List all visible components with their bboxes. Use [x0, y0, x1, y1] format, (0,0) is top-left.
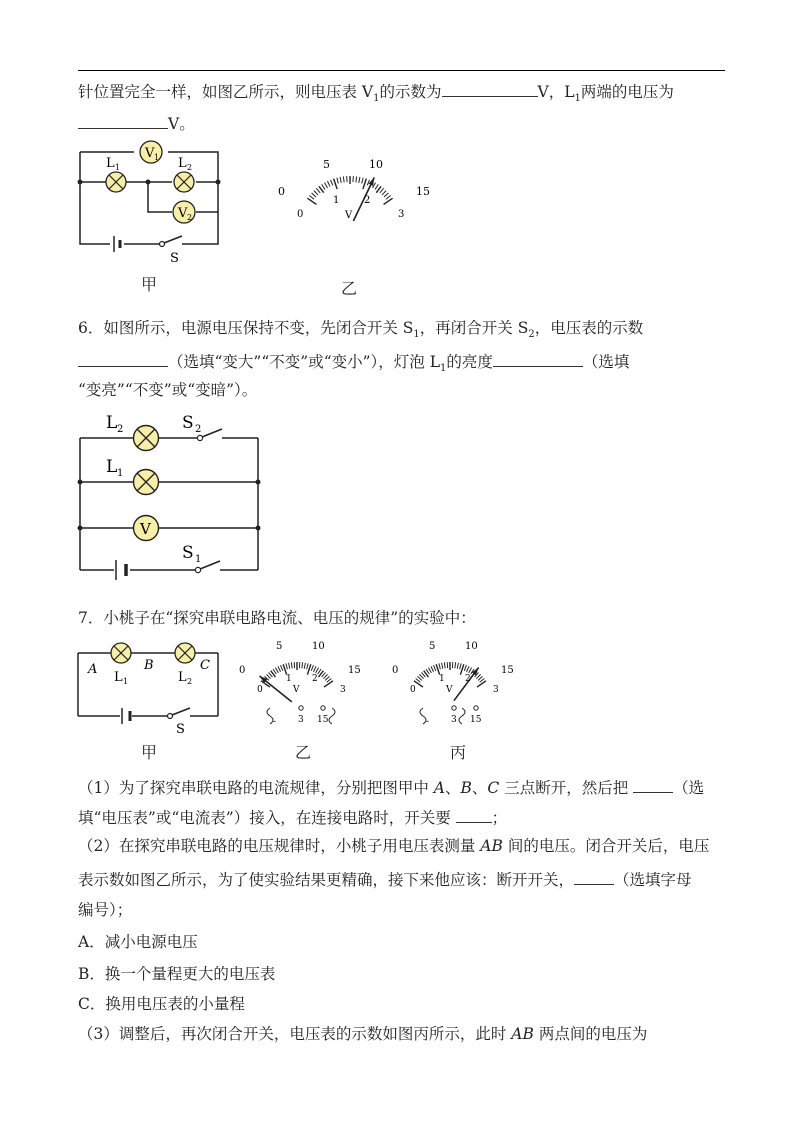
scale-tick [419, 674, 423, 678]
q7-option-c[interactable] [78, 994, 245, 1014]
q5-text: 两端的电压为 [580, 83, 674, 101]
tick-label-5: 5 [276, 641, 283, 652]
q7-text: 编号）； [78, 901, 133, 919]
switch-icon [160, 242, 165, 247]
unit-v-label: V [446, 685, 453, 695]
l2-sub: 2 [117, 424, 124, 435]
scale-tick [442, 663, 443, 669]
q7-title [78, 608, 476, 628]
scale-tick [460, 663, 462, 669]
l1-label: L [106, 156, 115, 171]
option-a-text: A．减小电源电压 [78, 933, 198, 951]
point-c-label: C [200, 658, 210, 673]
q6-line-2 [78, 350, 629, 379]
answer-blank[interactable] [442, 80, 538, 97]
scale-tick [275, 668, 278, 673]
scale-tick [302, 662, 303, 668]
tick-label-b0: 0 [297, 209, 304, 220]
l2-label: L [106, 413, 118, 433]
scale-tick [307, 198, 316, 204]
q5-line-1 [78, 80, 674, 109]
q7-text: 间的电压。闭合开关后，电压 [502, 837, 710, 855]
q7-text: （3）调整后，再次闭合开关，电压表的示数如图丙所示，此时 [78, 1025, 512, 1043]
tick-label-b2: 2 [312, 674, 318, 684]
l2-sub: 2 [187, 163, 193, 172]
tick-label-b0: 0 [410, 685, 416, 695]
q7-p3 [78, 836, 709, 856]
q7-p4 [78, 868, 692, 890]
q7-meter-yi [232, 636, 367, 726]
scale-tick [311, 665, 313, 671]
tick-label-15: 15 [416, 185, 430, 198]
wire-icon [459, 708, 465, 724]
q6-circuit-diagram [70, 410, 270, 585]
option-c-text: C．换用电压表的小量程 [78, 995, 245, 1013]
top-rule [78, 70, 725, 71]
q7-text: 表示数如图乙所示，为了使实验结果更精确，接下来他应该：断开开关， [78, 871, 575, 889]
needle-tip [369, 178, 375, 186]
scale-tick [439, 663, 441, 669]
scale-tick [367, 180, 369, 186]
q7-circuit-diagram [70, 636, 230, 736]
point-c: C [487, 779, 500, 797]
point-a: A [433, 779, 445, 797]
scale-tick [324, 681, 333, 687]
scale-tick [380, 188, 384, 193]
terminal-3-label: 3 [298, 715, 304, 725]
scale-tick [340, 177, 341, 183]
q6-line-3 [78, 380, 257, 400]
tick-label-b2: 2 [465, 674, 471, 684]
q5-text: 针位置完全一样，如图乙所示，则电压表 V [78, 83, 374, 101]
scale-tick [307, 663, 309, 669]
subscript: 1 [373, 93, 380, 105]
switch-s2-icon [197, 435, 202, 440]
point-b: B [460, 779, 472, 797]
q7-text: 三点断开，然后把 [499, 779, 629, 797]
l1-sub: 1 [115, 163, 121, 172]
tick-label-10: 10 [465, 641, 478, 652]
scale-tick [434, 665, 436, 671]
answer-blank[interactable] [78, 112, 168, 129]
q7-text: 、 [445, 779, 461, 797]
scale-tick [313, 666, 316, 671]
caption-jia: 甲 [141, 275, 158, 294]
caption-yi: 乙 [295, 743, 312, 762]
tick-label-10: 10 [312, 641, 325, 652]
tick-label-15: 15 [501, 665, 514, 676]
scale-tick [309, 196, 314, 200]
scale-tick [266, 674, 270, 678]
scale-tick [325, 183, 328, 188]
scale-tick [384, 193, 388, 197]
q6-text: “变亮”“不变”或“变暗”）。 [78, 381, 258, 399]
scale-tick [278, 666, 281, 671]
answer-blank[interactable] [456, 806, 492, 823]
tick-label-10: 10 [369, 158, 383, 171]
l2-label: L [178, 156, 187, 171]
s1-sub: 1 [195, 554, 202, 565]
q7-p5 [78, 900, 132, 920]
scale-tick [312, 193, 316, 197]
q7-text: 两点间的电压为 [533, 1025, 648, 1043]
q5-line-2 [78, 112, 195, 134]
tick-label-b1: 1 [439, 674, 445, 684]
answer-blank[interactable] [493, 350, 583, 367]
l1-label: L [106, 457, 118, 477]
scale-tick [304, 663, 305, 669]
scale-tick [386, 196, 391, 200]
q7-p1 [78, 776, 704, 798]
q5-text: 的示数为 [379, 83, 442, 101]
scale-tick [359, 177, 360, 183]
wire-icon [329, 708, 335, 724]
q7-p6 [78, 1024, 647, 1044]
scale-tick [362, 178, 364, 184]
q6-text: ，电压表的示数 [534, 319, 644, 337]
l1-sub: 1 [123, 677, 129, 686]
switch-s1-icon [195, 567, 200, 572]
scale-tick [316, 188, 320, 193]
v2-sub: 2 [187, 213, 193, 222]
point-b-label: B [144, 658, 154, 673]
q5-text: V。 [168, 115, 195, 133]
q5-meter-yi [270, 150, 435, 230]
tick-label-b3: 3 [398, 209, 405, 220]
tick-label-b1: 1 [286, 674, 292, 684]
q7-text: （2）在探究串联电路的电压规律时，小桃子用电压表测量 [78, 837, 481, 855]
tick-label-5: 5 [323, 158, 330, 171]
switch-icon [168, 714, 173, 719]
caption-jia: 甲 [141, 743, 158, 762]
scale-tick [375, 184, 378, 189]
scale-tick [314, 191, 318, 195]
q7-option-a[interactable] [78, 932, 198, 952]
q7-text: 7．小桃子在“探究串联电路电流、电压的规律”的实验中： [78, 609, 476, 627]
unit-v-label: V [345, 210, 353, 221]
terminal-minus-label: - [273, 717, 277, 726]
subscript: 1 [574, 93, 581, 105]
s1-label: S [182, 543, 194, 563]
q6-text: ，再闭合开关 S [419, 319, 529, 337]
option-b-text: B．换一个量程更大的电压表 [78, 965, 276, 983]
q6-text: 6．如图所示，电源电压保持不变，先闭合开关 S [78, 319, 414, 337]
answer-blank[interactable] [633, 776, 673, 793]
tick-label-0: 0 [392, 665, 399, 676]
terminal-minus-label: - [426, 717, 430, 726]
q7-text: 填“电压表”或“电流表”）接入，在连接电路时，开关要 [78, 809, 451, 827]
scale-tick [476, 674, 480, 678]
tick-label-0: 0 [239, 665, 246, 676]
terminal-3-label: 3 [451, 715, 457, 725]
caption-yi: 乙 [341, 279, 358, 298]
scale-tick [466, 666, 469, 671]
subscript: 1 [440, 363, 447, 375]
scale-tick [457, 663, 458, 669]
scale-tick [431, 666, 434, 671]
tick-label-b1: 1 [333, 195, 340, 206]
q7-option-b[interactable] [78, 964, 275, 984]
scale-tick [469, 668, 472, 673]
scale-tick [334, 179, 337, 189]
scale-tick [356, 176, 357, 182]
scale-tick [477, 681, 486, 687]
q7-p2 [78, 806, 507, 828]
q6-text: （选填 [582, 353, 630, 371]
subscript: 1 [413, 329, 420, 341]
tick-label-5: 5 [429, 641, 436, 652]
v1-label: V [145, 146, 155, 161]
s-label: S [176, 722, 185, 736]
segment-ab: AB [480, 837, 503, 855]
scale-tick [384, 198, 393, 204]
q7-text: ； [491, 809, 508, 827]
q6-text: 的亮度 [446, 353, 493, 371]
l2-label: L [178, 670, 187, 685]
tick-label-15: 15 [348, 665, 361, 676]
v-label: V [140, 520, 151, 538]
scale-tick [363, 179, 366, 189]
l2-sub: 2 [187, 677, 193, 686]
l1-label: L [114, 670, 123, 685]
q5-text: V，L [537, 83, 575, 101]
scale-tick [291, 662, 292, 668]
s-label: S [170, 251, 179, 266]
scale-tick [417, 676, 421, 680]
scale-tick [281, 665, 283, 671]
scale-tick [322, 184, 325, 189]
terminal-15-label: 15 [317, 715, 329, 725]
l1-sub: 1 [117, 468, 124, 479]
q7-meter-bing [385, 636, 525, 726]
q7-text: （选填字母 [614, 871, 692, 889]
q7-text: （1）为了探究串联电路的电流规律，分别把图甲中 [78, 779, 434, 797]
answer-blank[interactable] [574, 868, 614, 885]
tick-label-b3: 3 [340, 685, 346, 695]
scale-tick [343, 176, 344, 182]
terminal-15-label: 15 [470, 715, 482, 725]
v1-sub: 1 [154, 153, 160, 162]
tick-label-b2: 2 [364, 195, 371, 206]
scale-tick [289, 663, 290, 669]
scale-tick [286, 663, 288, 669]
scale-tick [464, 665, 466, 671]
scale-tick [444, 662, 445, 668]
scale-tick [382, 191, 386, 195]
s2-label: S [182, 413, 194, 433]
subscript: 2 [528, 329, 535, 341]
scale-tick [323, 674, 327, 678]
scale-tick [331, 180, 333, 186]
segment-ab: AB [511, 1025, 534, 1043]
tick-label-b3: 3 [493, 685, 499, 695]
tick-label-0: 0 [278, 185, 285, 198]
unit-v-label: V [293, 685, 300, 695]
scale-tick [455, 662, 456, 668]
scale-tick [428, 668, 431, 673]
scale-tick [327, 181, 330, 186]
q7-text: 、 [471, 779, 488, 797]
q5-circuit-diagram [70, 140, 240, 270]
scale-tick [316, 668, 319, 673]
point-a-label: A [88, 662, 98, 677]
scale-tick [478, 676, 482, 680]
tick-label-b0: 0 [257, 685, 263, 695]
v2-label: V [178, 206, 188, 221]
q6-text: （选填“变大”“不变”或“变小”），灯泡 L [168, 353, 441, 371]
answer-blank[interactable] [78, 350, 168, 367]
scale-tick [337, 178, 339, 184]
q7-text: （选 [673, 779, 705, 797]
scale-tick [325, 676, 329, 680]
s2-sub: 2 [195, 424, 202, 435]
caption-bing: 丙 [450, 743, 467, 762]
q6-line-1 [78, 318, 643, 345]
